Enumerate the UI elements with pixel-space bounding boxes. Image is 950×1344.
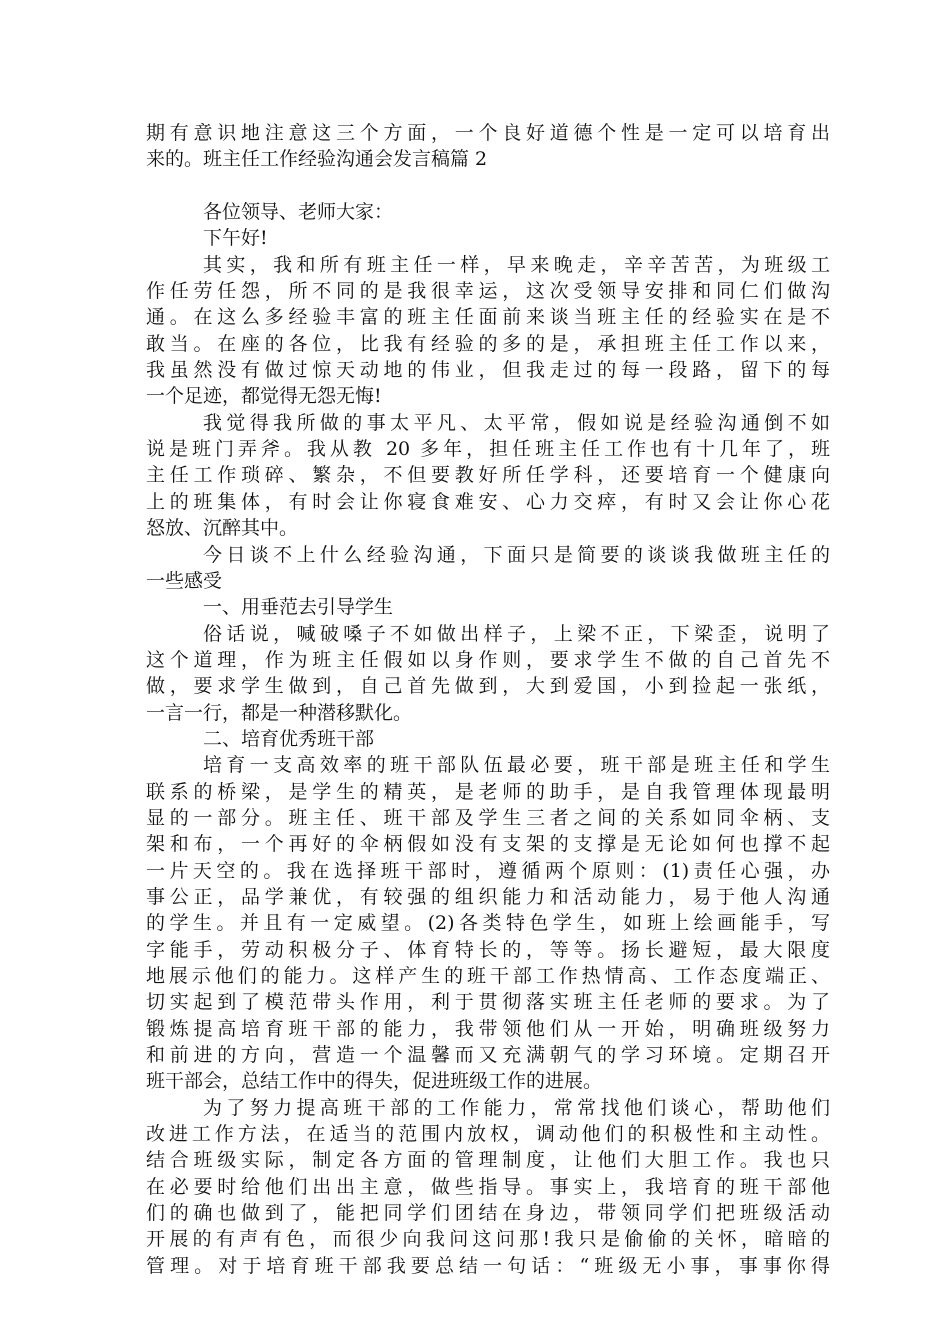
text-line: 联系的桥梁，是学生的精英，是老师的助手，是自我管理体现最明	[146, 780, 830, 803]
text-line: 切实起到了模范带头作用，利于贯彻落实班主任老师的要求。为了	[146, 991, 830, 1014]
text-line: 班干部会，总结工作中的得失，促进班级工作的进展。	[146, 1070, 603, 1093]
text-line: 一个足迹，都觉得无怨无悔!	[146, 385, 382, 408]
document-page	[146, 120, 830, 1279]
text-line: 在必要时给他们出出主意，做些指导。事实上，我培育的班干部他	[146, 1175, 830, 1198]
text-line: 地展示他们的能力。这样产生的班干部工作热情高、工作态度端正、	[146, 965, 830, 987]
text-line: 上的班集体，有时会让你寝食难安、心力交瘁，有时又会让你心花	[146, 490, 830, 513]
text-line: 显的一部分。班主任、班干部及学生三者之间的关系如同伞柄、支	[146, 806, 830, 829]
text-line: 开展的有声有色，而很少向我问这问那!我只是偷偷的关怀，暗暗的	[146, 1228, 830, 1251]
text-line: 主任工作琐碎、繁杂，不但要教好所任学科，还要培育一个健康向	[146, 464, 830, 487]
text-line: 今日谈不上什么经验沟通，下面只是简要的谈谈我做班主任的	[203, 543, 830, 566]
text-line: 怒放、沉醉其中。	[146, 517, 299, 540]
text-line: 我虽然没有做过惊天动地的伟业，但我走过的每一段路，留下的每	[146, 359, 830, 382]
text-line: 各位领导、老师大家：	[203, 201, 394, 224]
text-line: 培育一支高效率的班干部队伍最必要，班干部是班主任和学生	[203, 754, 830, 777]
text-line: 一言一行，都是一种潜移默化。	[146, 701, 413, 724]
text-line: 来的。班主任工作经验沟通会发言稿篇 2	[146, 148, 488, 171]
text-line: 作任劳任怨，所不同的是我很幸运，这次受领导安排和同仁们做沟	[146, 280, 830, 303]
text-line: 一片天空的。我在选择班干部时，遵循两个原则：(1)责任心强，办	[146, 859, 830, 882]
text-line: 为了努力提高班干部的工作能力，常常找他们谈心，帮助他们	[203, 1096, 830, 1119]
text-line: 一、用垂范去引导学生	[203, 596, 394, 619]
text-line: 事公正，品学兼优，有较强的组织能力和活动能力，易于他人沟通	[146, 885, 830, 908]
text-line: 的学生。并且有一定威望。(2)各类特色学生，如班上绘画能手，写	[146, 912, 830, 935]
text-line: 通。在这么多经验丰富的班主任面前来谈当班主任的经验实在是不	[146, 306, 830, 329]
blank-line	[146, 173, 830, 199]
text-line: 敢当。在座的各位，比我有经验的多的是，承担班主任工作以来，	[146, 332, 830, 355]
text-line: 做，要求学生做到，自己首先做到，大到爱国，小到捡起一张纸，	[146, 675, 830, 698]
text-line: 和前进的方向，营造一个温馨而又充满朝气的学习环境。定期召开	[146, 1044, 830, 1067]
text-line: 二、培育优秀班干部	[203, 727, 375, 750]
text-line: 结合班级实际，制定各方面的管理制度，让他们大胆工作。我也只	[146, 1149, 830, 1172]
text-line: 期有意识地注意这三个方面，一个良好道德个性是一定可以培育出	[146, 122, 830, 144]
text-line: 架和布，一个再好的伞柄假如没有支架的支撑是无论如何也撑不起	[146, 833, 830, 856]
text-line: 这个道理，作为班主任假如以身作则，要求学生不做的自己首先不	[146, 648, 830, 671]
text-line: 下午好!	[203, 227, 268, 250]
text-line: 改进工作方法，在适当的范围内放权，调动他们的积极性和主动性。	[146, 1123, 830, 1146]
text-line: 其实，我和所有班主任一样，早来晚走，辛辛苦苦，为班级工	[203, 253, 830, 276]
text-line: 字能手，劳动积极分子、体育特长的，等等。扬长避短，最大限度	[146, 938, 830, 961]
text-line: 锻炼提高培育班干部的能力，我带领他们从一开始，明确班级努力	[146, 1017, 830, 1040]
text-line: 俗话说，喊破嗓子不如做出样子，上梁不正，下梁歪，说明了	[203, 622, 830, 645]
text-line: 说是班门弄斧。我从教 20 多年，担任班主任工作也有十几年了，班	[146, 438, 830, 461]
text-line: 管理。对于培育班干部我要总结一句话：“班级无小事，事事你得	[146, 1254, 830, 1277]
text-line: 们的确也做到了，能把同学们团结在身边，带领同学们把班级活动	[146, 1202, 830, 1225]
text-line: 一些感受	[146, 569, 223, 592]
text-line: 我觉得我所做的事太平凡、太平常，假如说是经验沟通倒不如	[203, 411, 830, 434]
